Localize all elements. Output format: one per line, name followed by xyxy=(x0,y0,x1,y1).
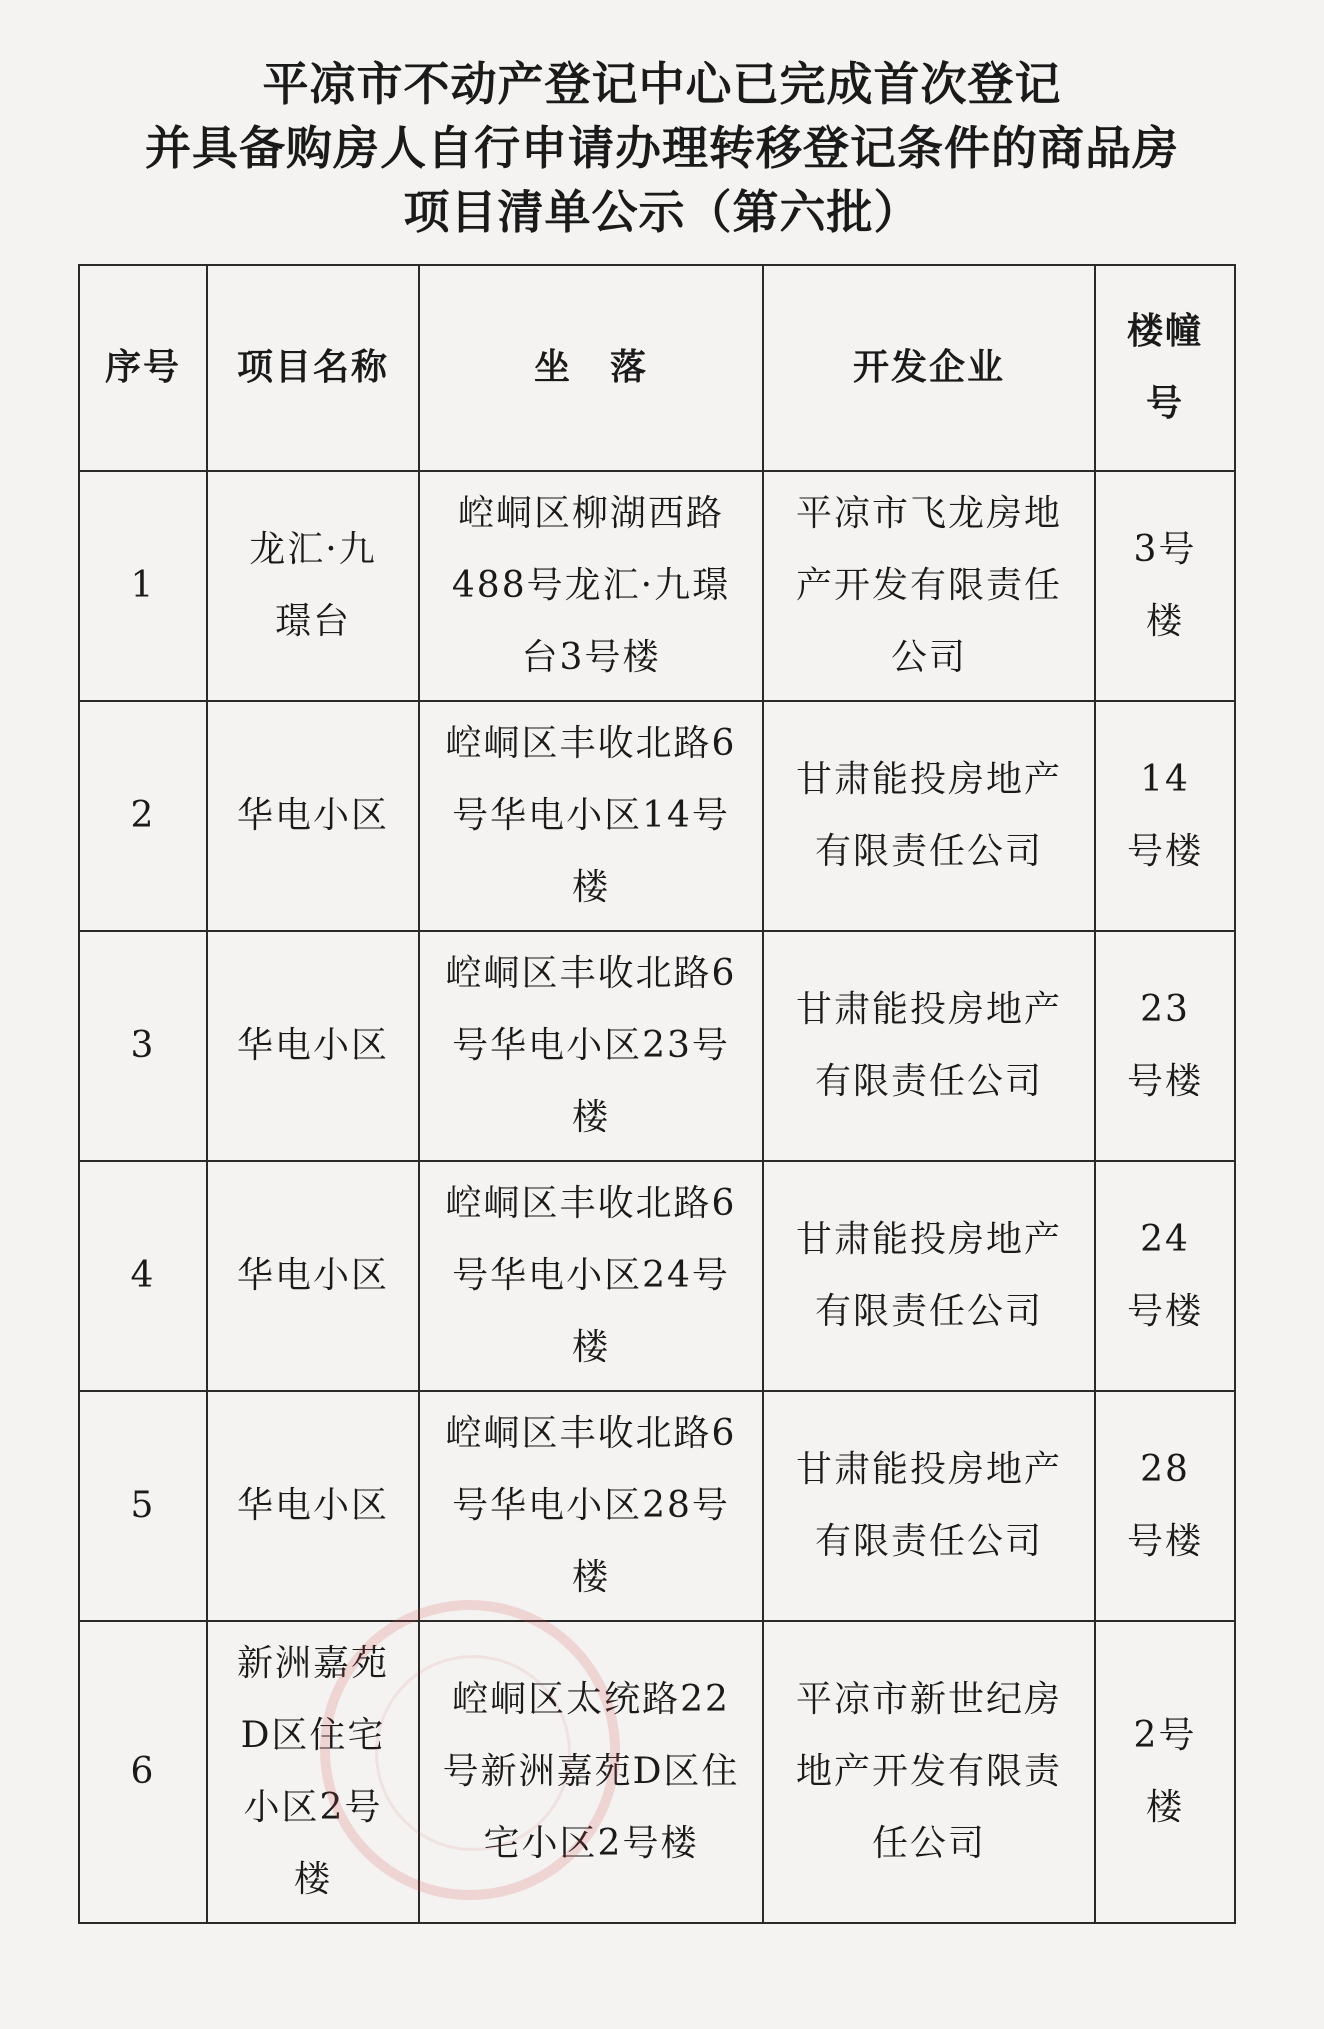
cell-building: 2号楼 xyxy=(1095,1621,1235,1923)
cell-project: 华电小区 xyxy=(207,931,419,1161)
cell-building: 14号楼 xyxy=(1095,701,1235,931)
cell-project: 新洲嘉苑D区住宅小区2号楼 xyxy=(207,1621,419,1923)
title-line-2: 并具备购房人自行申请办理转移登记条件的商品房 xyxy=(145,121,1179,175)
title-line-1: 平凉市不动产登记中心已完成首次登记 xyxy=(262,57,1062,111)
cell-location: 崆峒区太统路22号新洲嘉苑D区住宅小区2号楼 xyxy=(419,1621,763,1923)
official-seal-stamp xyxy=(320,1600,620,1900)
title-line-3: 项目清单公示（第六批） xyxy=(403,185,921,239)
cell-seq: 4 xyxy=(79,1161,207,1391)
cell-building: 28号楼 xyxy=(1095,1391,1235,1621)
cell-developer: 甘肃能投房地产有限责任公司 xyxy=(763,931,1095,1161)
cell-seq: 1 xyxy=(79,471,207,701)
table-header-row xyxy=(79,265,1235,471)
project-listing-table xyxy=(78,264,1236,1924)
cell-building: 23号楼 xyxy=(1095,931,1235,1161)
header-seq: 序号 xyxy=(79,265,207,471)
header-building: 楼幢号 xyxy=(1095,265,1235,471)
cell-developer: 平凉市飞龙房地产开发有限责任公司 xyxy=(763,471,1095,701)
cell-location: 崆峒区丰收北路6号华电小区24号楼 xyxy=(419,1161,763,1391)
cell-location: 崆峒区丰收北路6号华电小区14号楼 xyxy=(419,701,763,931)
table-row xyxy=(79,931,1235,1161)
cell-location: 崆峒区柳湖西路488号龙汇·九璟台3号楼 xyxy=(419,471,763,701)
cell-project: 华电小区 xyxy=(207,701,419,931)
table-row xyxy=(79,471,1235,701)
table-row xyxy=(79,701,1235,931)
cell-developer: 平凉市新世纪房地产开发有限责任公司 xyxy=(763,1621,1095,1923)
header-location: 坐 落 xyxy=(419,265,763,471)
cell-developer: 甘肃能投房地产有限责任公司 xyxy=(763,701,1095,931)
table-row xyxy=(79,1161,1235,1391)
cell-location: 崆峒区丰收北路6号华电小区28号楼 xyxy=(419,1391,763,1621)
cell-seq: 6 xyxy=(79,1621,207,1923)
table-row xyxy=(79,1621,1235,1923)
cell-project: 龙汇·九璟台 xyxy=(207,471,419,701)
cell-seq: 3 xyxy=(79,931,207,1161)
cell-developer: 甘肃能投房地产有限责任公司 xyxy=(763,1391,1095,1621)
cell-project: 华电小区 xyxy=(207,1391,419,1621)
cell-seq: 5 xyxy=(79,1391,207,1621)
header-developer: 开发企业 xyxy=(763,265,1095,471)
cell-building: 3号楼 xyxy=(1095,471,1235,701)
cell-project: 华电小区 xyxy=(207,1161,419,1391)
cell-developer: 甘肃能投房地产有限责任公司 xyxy=(763,1161,1095,1391)
header-project: 项目名称 xyxy=(207,265,419,471)
cell-location: 崆峒区丰收北路6号华电小区23号楼 xyxy=(419,931,763,1161)
cell-building: 24号楼 xyxy=(1095,1161,1235,1391)
document-title xyxy=(0,52,1324,244)
table-row xyxy=(79,1391,1235,1621)
cell-seq: 2 xyxy=(79,701,207,931)
seal-inner-ring xyxy=(375,1655,571,1851)
